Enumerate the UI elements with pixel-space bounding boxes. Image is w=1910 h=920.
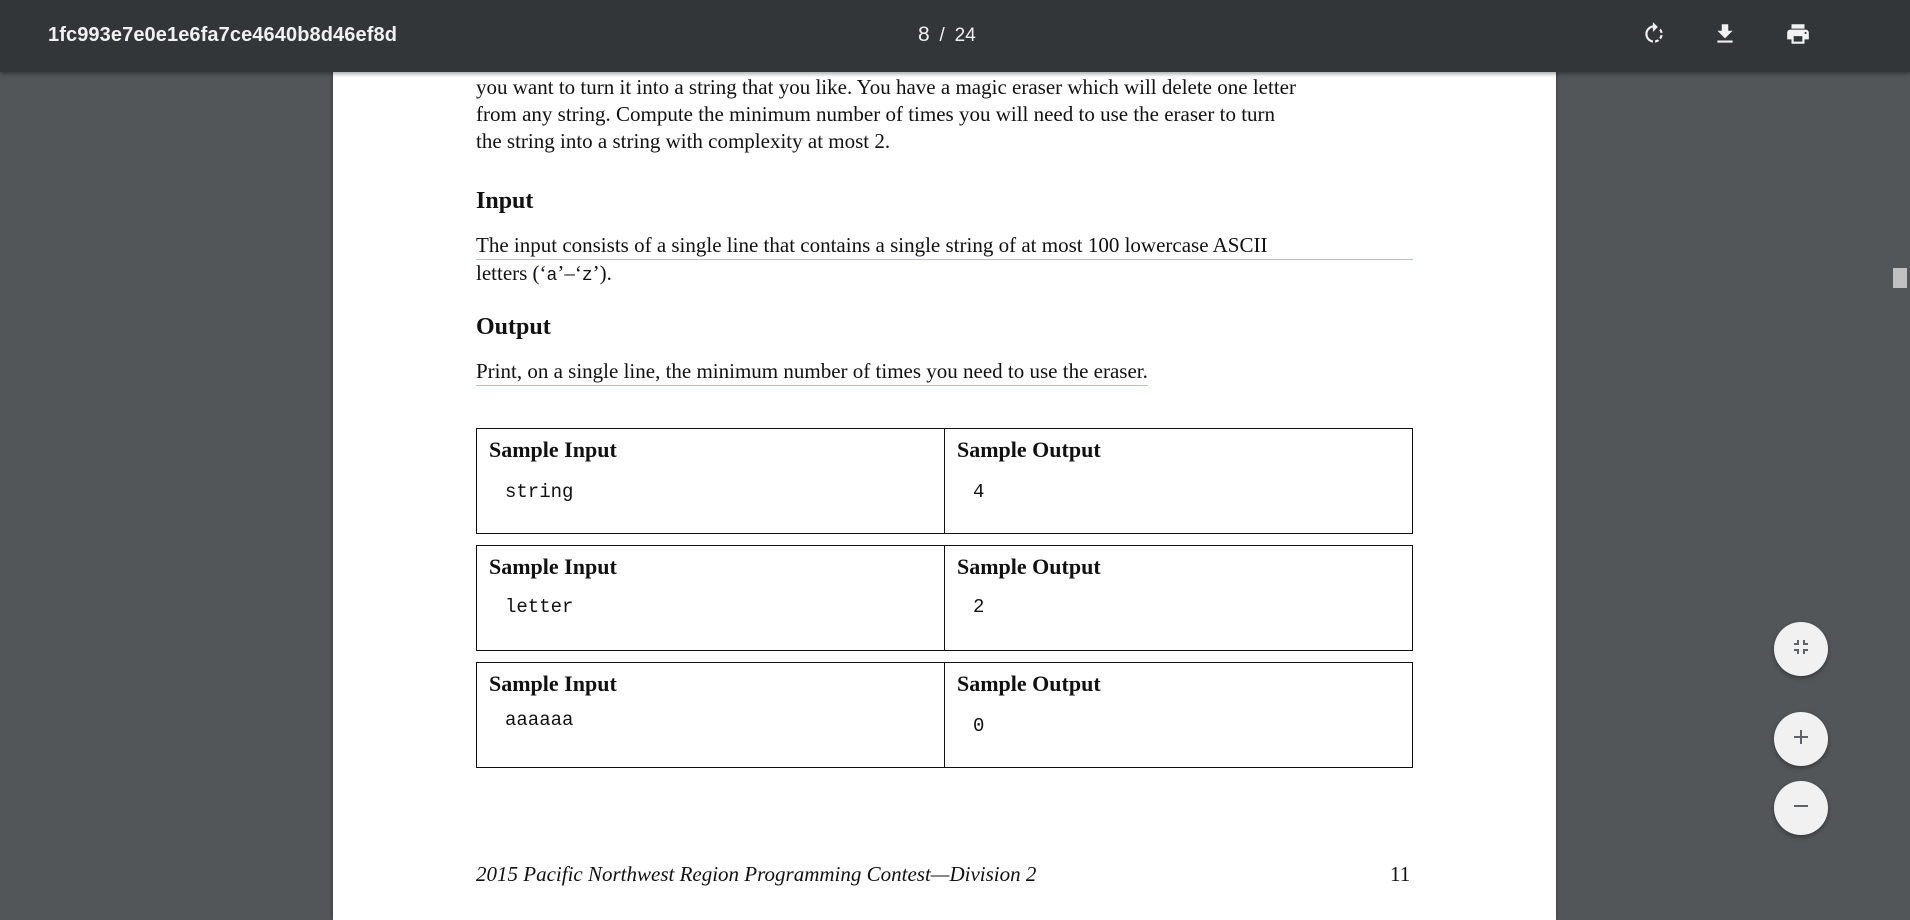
input-description [476, 232, 1413, 290]
intro-line-2: from any string. Compute the minimum number of times you will need to use the eraser to turn [476, 102, 1276, 126]
pdf-page [333, 60, 1556, 920]
input-text-line-1: The input consists of a single line that contains a single string of at most 100 lowercase ASCII [476, 232, 1413, 260]
sample-input-label: Sample Input [489, 554, 617, 579]
input-section [476, 188, 1413, 215]
current-page-number[interactable]: 8 [918, 23, 930, 46]
sample-input-value: letter [505, 596, 574, 618]
sample-input-cell [477, 546, 944, 650]
sample-output-label: Sample Output [957, 554, 1101, 579]
sample-output-label: Sample Output [957, 437, 1101, 462]
output-text: Print, on a single line, the minimum number of times you need to use the eraser. [476, 358, 1148, 386]
zoom-in-icon [1789, 725, 1813, 754]
fit-to-page-button[interactable] [1774, 622, 1828, 676]
input-letter-z: z [581, 266, 593, 286]
output-section [476, 314, 1413, 341]
document-title: 1fc993e7e0e1e6fa7ce4640b8d46ef8d [48, 24, 398, 46]
zoom-in-button[interactable] [1774, 712, 1828, 766]
sample-input-cell [477, 663, 944, 767]
sample-input-value: aaaaaa [505, 709, 574, 731]
input-text-suffix: ’). [592, 261, 612, 285]
rotate-icon [1641, 21, 1667, 52]
sample-input-value: string [505, 481, 574, 503]
scrollbar-thumb[interactable] [1893, 268, 1907, 288]
sample-table-3 [476, 662, 1413, 768]
pdf-toolbar [0, 0, 1910, 72]
rotate-button[interactable] [1636, 18, 1672, 54]
sample-output-label: Sample Output [957, 671, 1101, 696]
sample-input-cell [477, 429, 944, 533]
print-icon [1785, 21, 1811, 52]
sample-output-value: 2 [973, 596, 985, 618]
output-description [476, 358, 1413, 386]
sample-input-label: Sample Input [489, 437, 617, 462]
scrollbar-track[interactable] [1890, 72, 1910, 907]
sample-table-1 [476, 428, 1413, 534]
intro-line-3: the string into a string with complexity at most 2. [476, 129, 891, 153]
page-number: 11 [1390, 862, 1411, 886]
sample-output-cell [944, 429, 1412, 533]
zoom-out-icon [1789, 794, 1813, 823]
download-icon [1712, 21, 1738, 52]
input-heading: Input [476, 188, 534, 214]
total-pages: 24 [954, 25, 976, 46]
sample-output-value: 4 [973, 481, 985, 503]
page-text-body [476, 60, 1413, 155]
input-letter-a: a [546, 266, 558, 286]
download-button[interactable] [1707, 18, 1743, 54]
sample-output-cell [944, 546, 1412, 650]
sample-output-cell [944, 663, 1412, 767]
input-text-dash: ’–‘ [557, 261, 582, 285]
page-indicator [918, 23, 976, 47]
output-heading: Output [476, 314, 551, 340]
fit-to-page-icon [1789, 635, 1813, 664]
sample-output-value: 0 [973, 715, 985, 737]
sample-input-label: Sample Input [489, 671, 617, 696]
page-separator: / [939, 25, 945, 46]
input-text-line-2 [476, 260, 1413, 290]
input-text-prefix: letters (‘ [476, 261, 547, 285]
page-footer-title: 2015 Pacific Northwest Region Programming Contest—Division 2 [476, 862, 1037, 886]
zoom-out-button[interactable] [1774, 781, 1828, 835]
intro-line-1: you want to turn it into a string that you like. You have a magic eraser which will delete one letter [476, 75, 1296, 99]
print-button[interactable] [1780, 18, 1816, 54]
sample-table-2 [476, 545, 1413, 651]
